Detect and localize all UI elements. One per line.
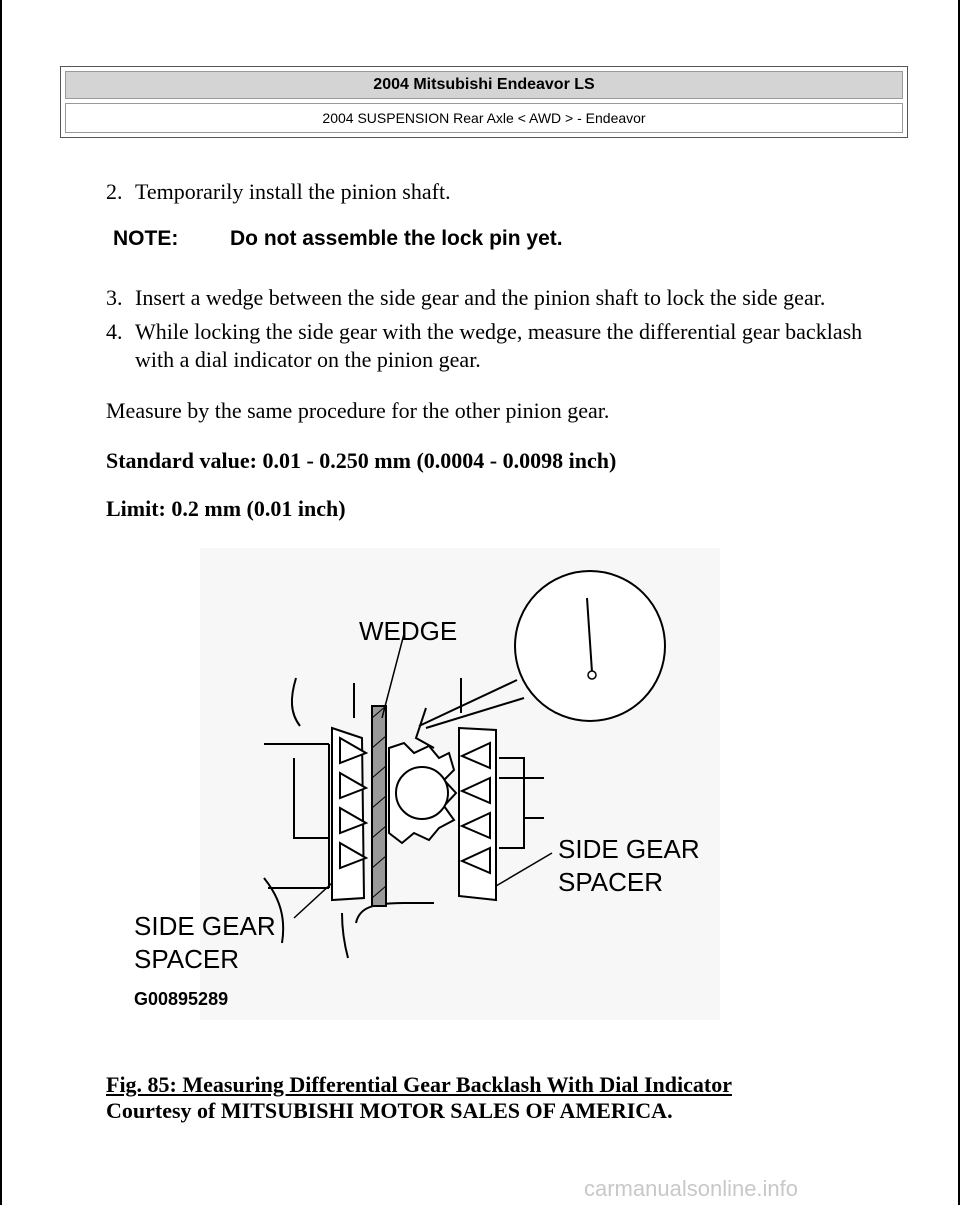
header-subtitle: 2004 SUSPENSION Rear Axle < AWD > - Endeavor: [65, 103, 903, 133]
step-text: While locking the side gear with the wedge, measure the differential gear backlash with a dial indicator on the pinion gear.: [135, 319, 863, 372]
standard-value: Standard value: 0.01 - 0.250 mm (0.0004 - 0.0098 inch): [106, 448, 617, 473]
measure-paragraph: Measure by the same procedure for the other pinion gear.: [106, 398, 610, 423]
step-number: 4.: [106, 319, 123, 344]
label-wedge: WEDGE: [359, 616, 458, 646]
step-text: Insert a wedge between the side gear and the pinion shaft to lock the side gear.: [135, 285, 826, 310]
side-gear-left: [332, 728, 366, 900]
note-text: Do not assemble the lock pin yet.: [230, 227, 563, 250]
backlash-figure: [104, 548, 720, 1020]
step-number: 2.: [106, 179, 123, 204]
label-spacer-right: SPACER: [558, 867, 663, 897]
figure-caption: Fig. 85: Measuring Differential Gear Backlash With Dial Indicator: [106, 1072, 732, 1097]
side-gear-right: [459, 728, 496, 900]
wedge: [372, 706, 386, 906]
figure-code: G00895289: [134, 989, 229, 1009]
label-side-gear-left: SIDE GEAR: [134, 911, 276, 941]
note-label: NOTE:: [113, 227, 179, 250]
document-header: [60, 66, 908, 138]
step-number: 3.: [106, 285, 123, 310]
page-border-left: [0, 0, 2, 1205]
header-title: 2004 Mitsubishi Endeavor LS: [65, 71, 903, 99]
limit-value: Limit: 0.2 mm (0.01 inch): [106, 496, 346, 521]
label-spacer-left: SPACER: [134, 944, 239, 974]
figure-courtesy: Courtesy of MITSUBISHI MOTOR SALES OF AMERICA.: [106, 1098, 673, 1123]
step-text: Temporarily install the pinion shaft.: [135, 179, 451, 204]
watermark: carmanualsonline.info: [584, 1176, 799, 1201]
label-side-gear-right: SIDE GEAR: [558, 834, 700, 864]
